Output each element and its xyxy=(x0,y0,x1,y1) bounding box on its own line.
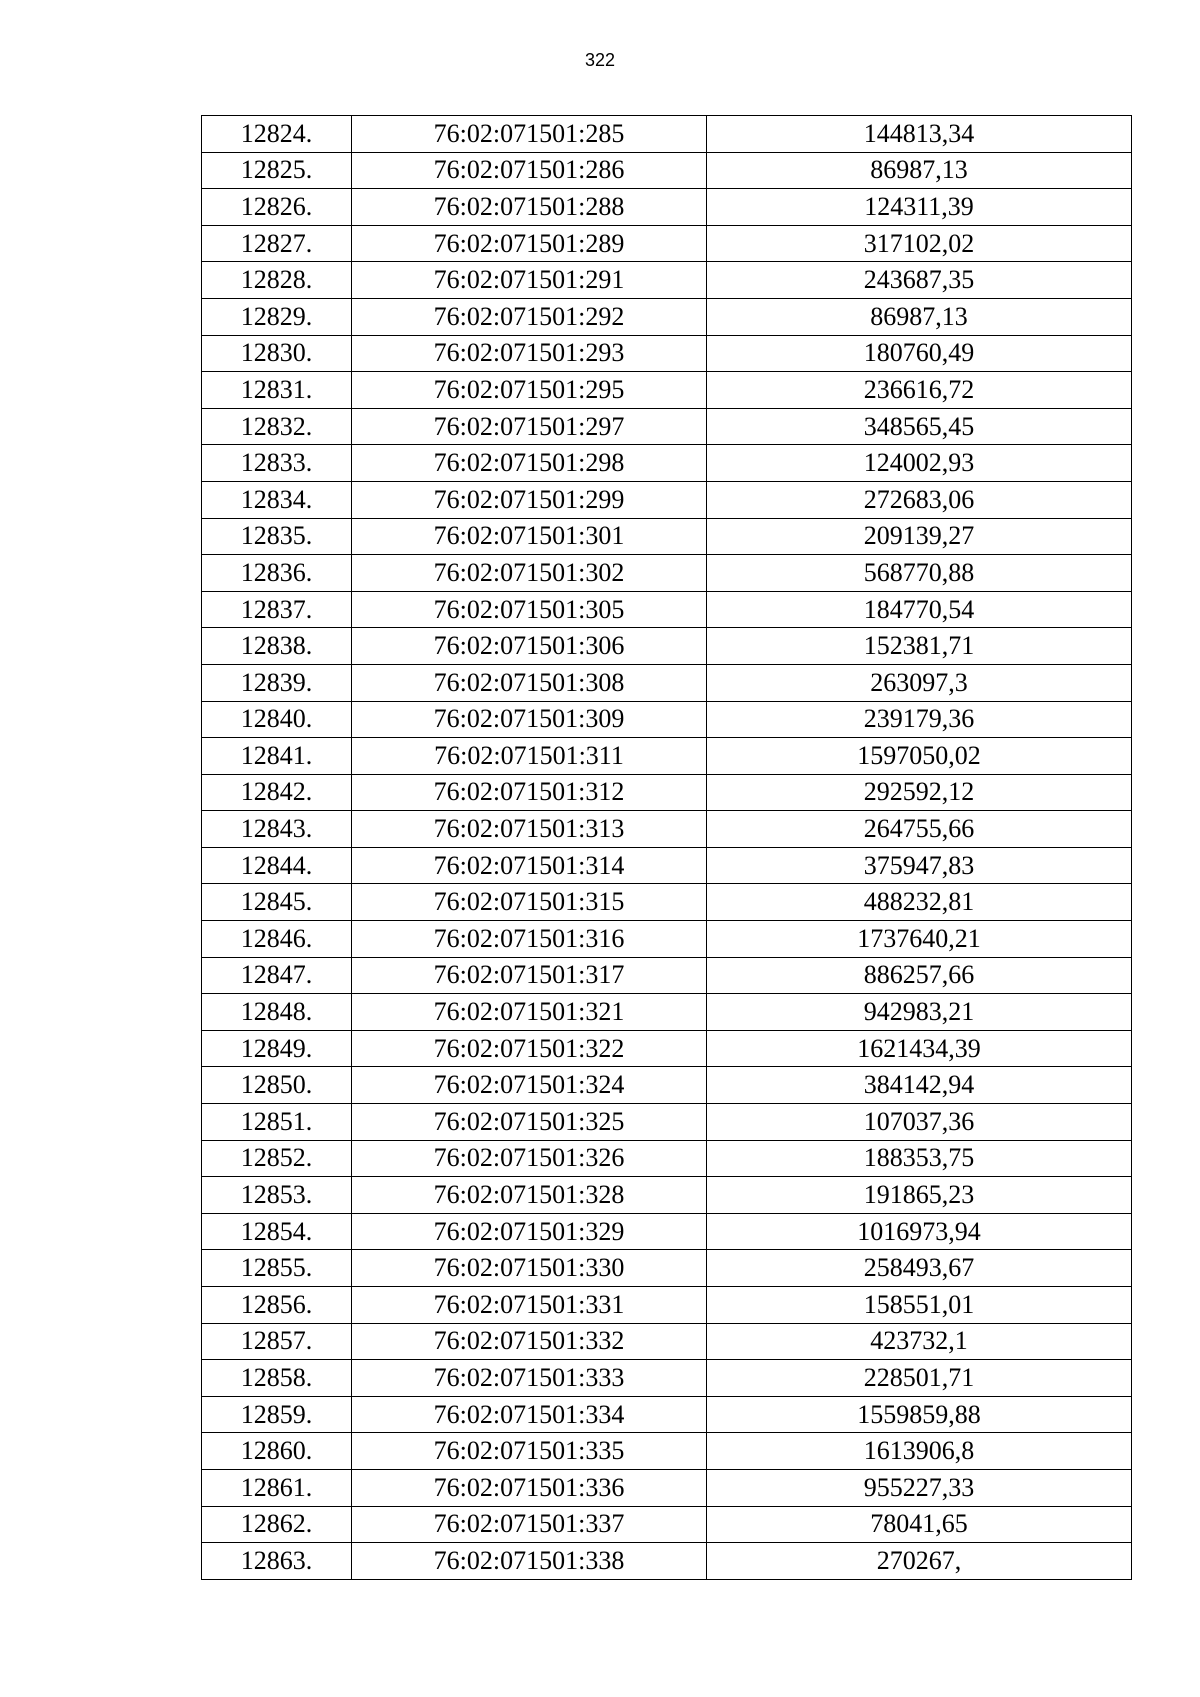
cadastral-number-cell: 76:02:071501:308 xyxy=(352,664,707,701)
cadastral-number-cell: 76:02:071501:293 xyxy=(352,335,707,372)
cadastral-value-cell: 568770,88 xyxy=(707,555,1132,592)
table-row xyxy=(202,555,1132,592)
row-number-cell: 12850. xyxy=(202,1067,352,1104)
table-row xyxy=(202,1543,1132,1580)
cadastral-value-cell: 144813,34 xyxy=(707,116,1132,153)
cadastral-value-cell: 228501,71 xyxy=(707,1360,1132,1397)
row-number-cell: 12855. xyxy=(202,1250,352,1287)
cadastral-value-cell: 488232,81 xyxy=(707,884,1132,921)
cadastral-value-cell: 209139,27 xyxy=(707,518,1132,555)
table-row xyxy=(202,701,1132,738)
table-row xyxy=(202,1030,1132,1067)
cadastral-number-cell: 76:02:071501:338 xyxy=(352,1543,707,1580)
cadastral-value-cell: 188353,75 xyxy=(707,1140,1132,1177)
cadastral-value-cell: 423732,1 xyxy=(707,1323,1132,1360)
cadastral-value-cell: 1613906,8 xyxy=(707,1433,1132,1470)
cadastral-number-cell: 76:02:071501:316 xyxy=(352,921,707,958)
row-number-cell: 12863. xyxy=(202,1543,352,1580)
table-row xyxy=(202,408,1132,445)
cadastral-value-cell: 152381,71 xyxy=(707,628,1132,665)
cadastral-value-cell: 191865,23 xyxy=(707,1177,1132,1214)
cadastral-number-cell: 76:02:071501:331 xyxy=(352,1287,707,1324)
cadastral-number-cell: 76:02:071501:333 xyxy=(352,1360,707,1397)
cadastral-number-cell: 76:02:071501:335 xyxy=(352,1433,707,1470)
table-row xyxy=(202,1104,1132,1141)
cadastral-value-cell: 955227,33 xyxy=(707,1469,1132,1506)
row-number-cell: 12852. xyxy=(202,1140,352,1177)
cadastral-number-cell: 76:02:071501:298 xyxy=(352,445,707,482)
table-row xyxy=(202,1396,1132,1433)
row-number-cell: 12841. xyxy=(202,738,352,775)
row-number-cell: 12838. xyxy=(202,628,352,665)
cadastral-number-cell: 76:02:071501:286 xyxy=(352,152,707,189)
cadastral-value-cell: 184770,54 xyxy=(707,591,1132,628)
table-row xyxy=(202,335,1132,372)
cadastral-value-cell: 1016973,94 xyxy=(707,1213,1132,1250)
table-body xyxy=(202,116,1132,1580)
cadastral-value-cell: 107037,36 xyxy=(707,1104,1132,1141)
cadastral-number-cell: 76:02:071501:337 xyxy=(352,1506,707,1543)
table-row xyxy=(202,1140,1132,1177)
table-row xyxy=(202,262,1132,299)
table-row xyxy=(202,152,1132,189)
table-row xyxy=(202,518,1132,555)
row-number-cell: 12847. xyxy=(202,957,352,994)
cadastral-number-cell: 76:02:071501:317 xyxy=(352,957,707,994)
row-number-cell: 12843. xyxy=(202,811,352,848)
cadastral-number-cell: 76:02:071501:295 xyxy=(352,372,707,409)
table-row xyxy=(202,1213,1132,1250)
table-row xyxy=(202,774,1132,811)
cadastral-value-cell: 263097,3 xyxy=(707,664,1132,701)
table-row xyxy=(202,994,1132,1031)
cadastral-number-cell: 76:02:071501:332 xyxy=(352,1323,707,1360)
row-number-cell: 12860. xyxy=(202,1433,352,1470)
cadastral-number-cell: 76:02:071501:292 xyxy=(352,298,707,335)
row-number-cell: 12830. xyxy=(202,335,352,372)
cadastral-number-cell: 76:02:071501:336 xyxy=(352,1469,707,1506)
table-row xyxy=(202,1067,1132,1104)
table-row xyxy=(202,738,1132,775)
cadastral-number-cell: 76:02:071501:325 xyxy=(352,1104,707,1141)
row-number-cell: 12835. xyxy=(202,518,352,555)
cadastral-value-cell: 236616,72 xyxy=(707,372,1132,409)
row-number-cell: 12824. xyxy=(202,116,352,153)
cadastral-value-cell: 158551,01 xyxy=(707,1287,1132,1324)
cadastral-value-cell: 292592,12 xyxy=(707,774,1132,811)
row-number-cell: 12858. xyxy=(202,1360,352,1397)
cadastral-number-cell: 76:02:071501:285 xyxy=(352,116,707,153)
row-number-cell: 12834. xyxy=(202,481,352,518)
table-row xyxy=(202,1433,1132,1470)
cadastral-number-cell: 76:02:071501:312 xyxy=(352,774,707,811)
table-row xyxy=(202,957,1132,994)
cadastral-number-cell: 76:02:071501:289 xyxy=(352,225,707,262)
row-number-cell: 12826. xyxy=(202,189,352,226)
row-number-cell: 12844. xyxy=(202,847,352,884)
cadastral-number-cell: 76:02:071501:302 xyxy=(352,555,707,592)
row-number-cell: 12854. xyxy=(202,1213,352,1250)
cadastral-number-cell: 76:02:071501:334 xyxy=(352,1396,707,1433)
cadastral-value-cell: 86987,13 xyxy=(707,298,1132,335)
row-number-cell: 12833. xyxy=(202,445,352,482)
cadastral-value-cell: 942983,21 xyxy=(707,994,1132,1031)
cadastral-value-cell: 375947,83 xyxy=(707,847,1132,884)
cadastral-number-cell: 76:02:071501:330 xyxy=(352,1250,707,1287)
row-number-cell: 12849. xyxy=(202,1030,352,1067)
table-row xyxy=(202,225,1132,262)
cadastral-value-cell: 317102,02 xyxy=(707,225,1132,262)
table-row xyxy=(202,811,1132,848)
table-row xyxy=(202,884,1132,921)
cadastral-value-cell: 1597050,02 xyxy=(707,738,1132,775)
row-number-cell: 12827. xyxy=(202,225,352,262)
cadastral-value-cell: 86987,13 xyxy=(707,152,1132,189)
table-row xyxy=(202,591,1132,628)
cadastral-value-table xyxy=(201,115,1132,1580)
table-row xyxy=(202,921,1132,958)
cadastral-number-cell: 76:02:071501:324 xyxy=(352,1067,707,1104)
cadastral-number-cell: 76:02:071501:297 xyxy=(352,408,707,445)
cadastral-value-cell: 1559859,88 xyxy=(707,1396,1132,1433)
row-number-cell: 12836. xyxy=(202,555,352,592)
row-number-cell: 12848. xyxy=(202,994,352,1031)
cadastral-value-cell: 243687,35 xyxy=(707,262,1132,299)
cadastral-number-cell: 76:02:071501:326 xyxy=(352,1140,707,1177)
cadastral-number-cell: 76:02:071501:305 xyxy=(352,591,707,628)
cadastral-number-cell: 76:02:071501:311 xyxy=(352,738,707,775)
row-number-cell: 12839. xyxy=(202,664,352,701)
cadastral-value-cell: 264755,66 xyxy=(707,811,1132,848)
table-row xyxy=(202,664,1132,701)
cadastral-value-cell: 258493,67 xyxy=(707,1250,1132,1287)
table-row xyxy=(202,1506,1132,1543)
cadastral-number-cell: 76:02:071501:299 xyxy=(352,481,707,518)
row-number-cell: 12829. xyxy=(202,298,352,335)
cadastral-number-cell: 76:02:071501:314 xyxy=(352,847,707,884)
row-number-cell: 12831. xyxy=(202,372,352,409)
cadastral-value-cell: 384142,94 xyxy=(707,1067,1132,1104)
row-number-cell: 12851. xyxy=(202,1104,352,1141)
row-number-cell: 12857. xyxy=(202,1323,352,1360)
table-row xyxy=(202,372,1132,409)
row-number-cell: 12856. xyxy=(202,1287,352,1324)
table-row xyxy=(202,445,1132,482)
cadastral-number-cell: 76:02:071501:301 xyxy=(352,518,707,555)
table-row xyxy=(202,1177,1132,1214)
cadastral-value-cell: 1737640,21 xyxy=(707,921,1132,958)
table-row xyxy=(202,116,1132,153)
cadastral-number-cell: 76:02:071501:328 xyxy=(352,1177,707,1214)
cadastral-number-cell: 76:02:071501:315 xyxy=(352,884,707,921)
table-row xyxy=(202,1250,1132,1287)
row-number-cell: 12828. xyxy=(202,262,352,299)
cadastral-value-cell: 270267, xyxy=(707,1543,1132,1580)
table-row xyxy=(202,189,1132,226)
row-number-cell: 12845. xyxy=(202,884,352,921)
table-row xyxy=(202,298,1132,335)
cadastral-value-cell: 180760,49 xyxy=(707,335,1132,372)
page-number: 322 xyxy=(584,50,616,70)
cadastral-value-cell: 272683,06 xyxy=(707,481,1132,518)
cadastral-number-cell: 76:02:071501:291 xyxy=(352,262,707,299)
cadastral-value-cell: 348565,45 xyxy=(707,408,1132,445)
cadastral-value-cell: 1621434,39 xyxy=(707,1030,1132,1067)
cadastral-value-cell: 239179,36 xyxy=(707,701,1132,738)
row-number-cell: 12846. xyxy=(202,921,352,958)
row-number-cell: 12840. xyxy=(202,701,352,738)
row-number-cell: 12825. xyxy=(202,152,352,189)
row-number-cell: 12837. xyxy=(202,591,352,628)
cadastral-number-cell: 76:02:071501:309 xyxy=(352,701,707,738)
row-number-cell: 12861. xyxy=(202,1469,352,1506)
row-number-cell: 12853. xyxy=(202,1177,352,1214)
table-row xyxy=(202,1323,1132,1360)
cadastral-number-cell: 76:02:071501:321 xyxy=(352,994,707,1031)
cadastral-number-cell: 76:02:071501:322 xyxy=(352,1030,707,1067)
cadastral-value-cell: 886257,66 xyxy=(707,957,1132,994)
row-number-cell: 12859. xyxy=(202,1396,352,1433)
table-row xyxy=(202,628,1132,665)
cadastral-number-cell: 76:02:071501:329 xyxy=(352,1213,707,1250)
table-row xyxy=(202,1360,1132,1397)
cadastral-number-cell: 76:02:071501:313 xyxy=(352,811,707,848)
row-number-cell: 12862. xyxy=(202,1506,352,1543)
table-row xyxy=(202,1469,1132,1506)
cadastral-number-cell: 76:02:071501:288 xyxy=(352,189,707,226)
row-number-cell: 12842. xyxy=(202,774,352,811)
cadastral-value-cell: 124002,93 xyxy=(707,445,1132,482)
table-row xyxy=(202,1287,1132,1324)
row-number-cell: 12832. xyxy=(202,408,352,445)
table-row xyxy=(202,847,1132,884)
cadastral-number-cell: 76:02:071501:306 xyxy=(352,628,707,665)
cadastral-value-cell: 78041,65 xyxy=(707,1506,1132,1543)
cadastral-value-cell: 124311,39 xyxy=(707,189,1132,226)
table-row xyxy=(202,481,1132,518)
